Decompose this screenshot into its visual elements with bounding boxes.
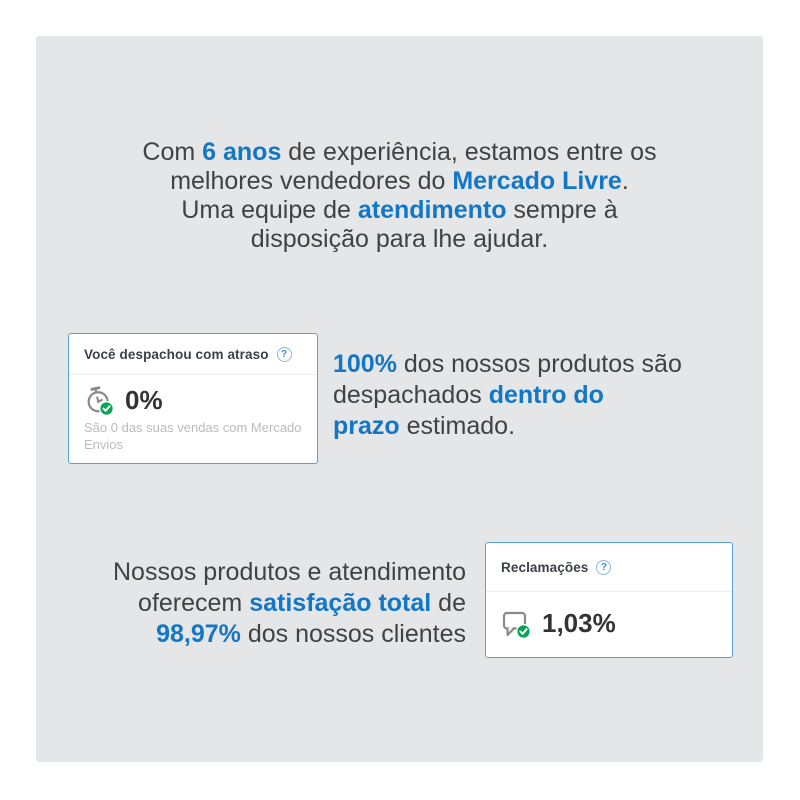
text-line [113,588,466,619]
text-line [36,225,763,254]
text-segment: de experiência, estamos entre os [281,138,657,166]
shipping-note [333,349,682,442]
highlight-text: atendimento [357,196,507,224]
text-line [36,196,763,225]
text-line [36,138,763,167]
highlight-text: 6 anos [202,138,282,166]
highlight-text: 100% [333,350,397,378]
shipping-card-header [69,334,317,375]
content-panel [36,36,763,762]
text-segment: despachados [333,381,489,409]
claims-metric-value: 1,03% [542,608,616,638]
intro-text [36,138,763,254]
text-segment: . [621,167,629,195]
claims-card-header [486,543,732,592]
highlight-text: dentro do [488,381,604,409]
text-segment: de [431,589,466,617]
shipping-metric-card [68,333,318,464]
help-icon[interactable]: ? [277,347,292,362]
text-segment: Com [142,138,203,166]
text-segment: oferecem [138,589,250,617]
text-segment: Nossos produtos e atendimento [113,558,466,586]
text-line [36,167,763,196]
shipping-card-caption: São 0 das suas vendas com Mercado Envios [84,420,302,452]
satisfaction-note [113,557,466,650]
text-segment: disposição para lhe ajudar. [250,225,549,253]
text-line [113,557,466,588]
help-icon[interactable]: ? [596,560,611,575]
text-segment: dos nossos produtos são [396,350,682,378]
shipping-card-title: Você despachou com atraso [84,346,269,362]
text-segment: dos nossos clientes [240,620,466,648]
text-segment: Uma equipe de [181,196,358,224]
highlight-text: 98,97% [156,620,241,648]
highlight-text: satisfação total [249,589,432,617]
claims-metric-card [485,542,733,658]
shipping-metric-row [69,375,317,416]
text-segment: estimado. [399,412,516,440]
text-segment: melhores vendedores do [170,167,453,195]
claims-card-title: Reclamações [501,559,589,575]
text-line [333,411,682,442]
speech-bubble-check-icon [499,609,533,639]
text-line [333,349,682,380]
text-line [113,619,466,650]
highlight-text: prazo [333,412,400,440]
stopwatch-check-icon [82,386,116,416]
highlight-text: Mercado Livre [452,167,622,195]
claims-metric-row [486,592,732,639]
shipping-metric-value: 0% [125,385,163,415]
text-line [333,380,682,411]
text-segment: sempre à [506,196,618,224]
